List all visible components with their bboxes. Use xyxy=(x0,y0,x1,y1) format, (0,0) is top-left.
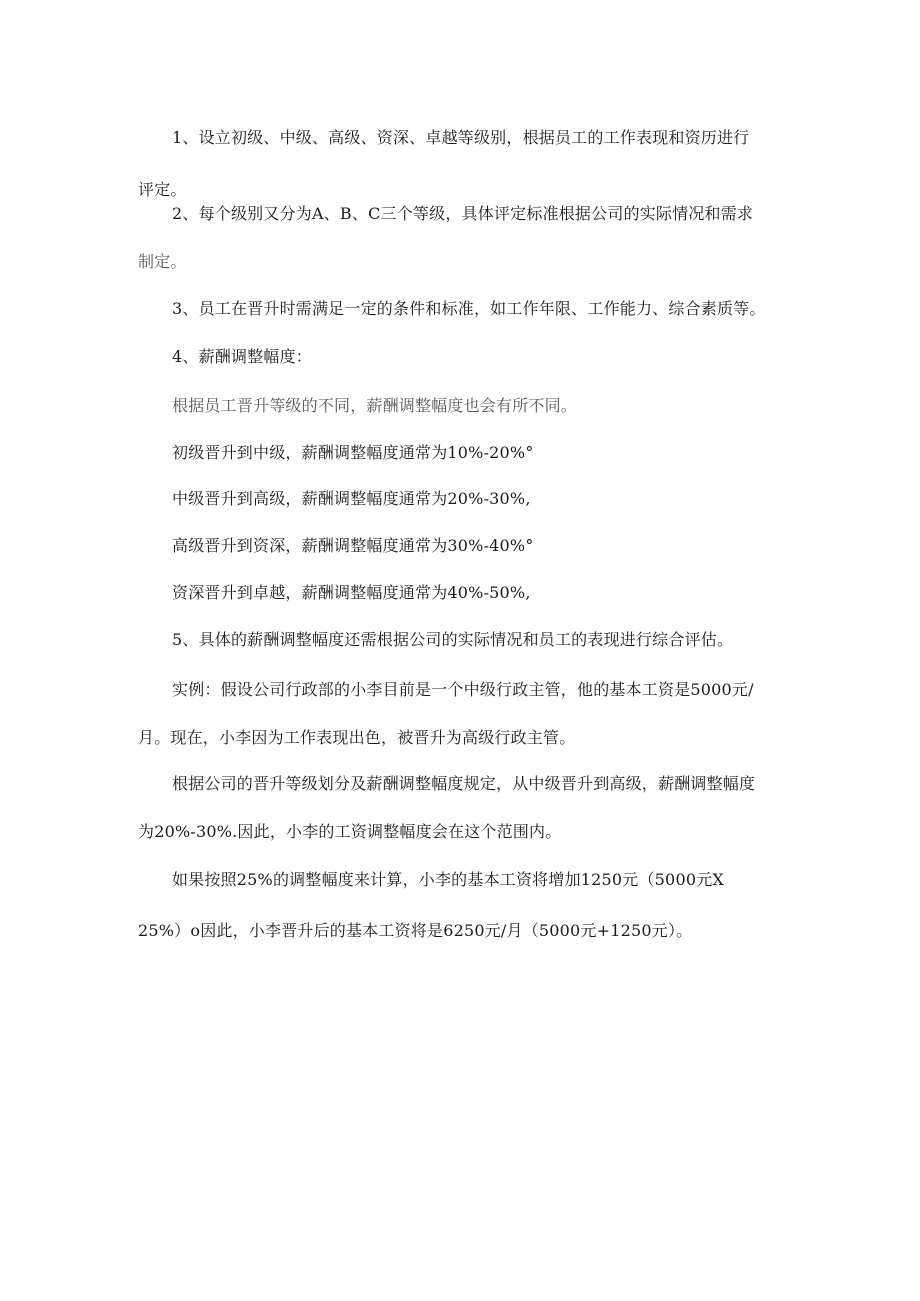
example-line-2: 月。现在，小李因为工作表现出色，被晋升为高级行政主管。 xyxy=(138,728,576,747)
paragraph-1-line-1: 1、设立初级、中级、高级、资深、卓越等级别，根据员工的工作表现和资历进行 xyxy=(172,128,750,147)
rate-line-expert-to-excellent: 资深晋升到卓越，薪酬调整幅度通常为40%-50%, xyxy=(172,583,531,602)
paragraph-4-intro: 根据员工晋升等级的不同，薪酬调整幅度也会有所不同。 xyxy=(172,396,578,415)
paragraph-4-heading: 4、薪酬调整幅度： xyxy=(172,347,312,366)
rate-line-mid-to-senior: 中级晋升到高级，薪酬调整幅度通常为20%-30%, xyxy=(172,489,531,508)
regulation-line-2: 为20%-30%.因此，小李的工资调整幅度会在这个范围内。 xyxy=(138,822,562,841)
paragraph-1-line-2: 评定。 xyxy=(138,180,187,199)
regulation-line-1: 根据公司的晋升等级划分及薪酬调整幅度规定，从中级晋升到高级，薪酬调整幅度 xyxy=(172,774,756,793)
example-line-1: 实例：假设公司行政部的小李目前是一个中级行政主管，他的基本工资是5000元/ xyxy=(172,680,754,699)
paragraph-2-line-2: 制定。 xyxy=(138,252,187,271)
calculation-line-1: 如果按照25%的调整幅度来计算，小李的基本工资将增加1250元（5000元X xyxy=(172,870,724,889)
paragraph-2-line-1: 2、每个级别又分为A、B、C三个等级，具体评定标准根据公司的实际情况和需求 xyxy=(172,204,754,223)
rate-line-senior-to-expert: 高级晋升到资深，薪酬调整幅度通常为30%-40%° xyxy=(172,536,534,555)
rate-line-junior-to-mid: 初级晋升到中级，薪酬调整幅度通常为10%-20%° xyxy=(172,443,534,462)
paragraph-5: 5、具体的薪酬调整幅度还需根据公司的实际情况和员工的表现进行综合评估。 xyxy=(172,630,734,649)
paragraph-3: 3、员工在晋升时需满足一定的条件和标准，如工作年限、工作能力、综合素质等。 xyxy=(172,299,766,318)
calculation-line-2: 25%）o因此，小李晋升后的基本工资将是6250元/月（5000元+1250元）。 xyxy=(138,921,693,940)
